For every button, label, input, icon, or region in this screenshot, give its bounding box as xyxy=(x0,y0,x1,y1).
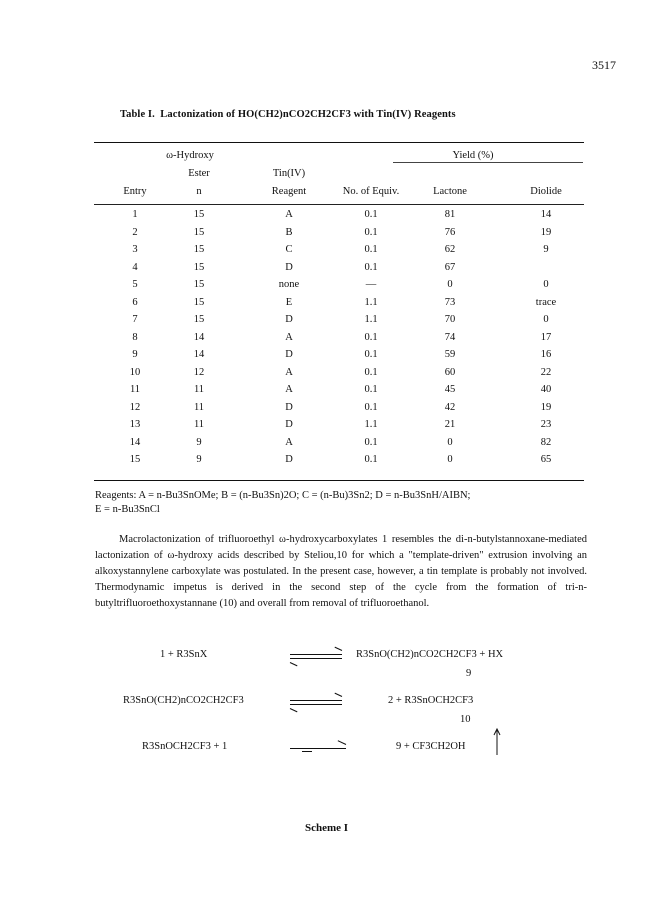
cell-lactone: 76 xyxy=(444,226,456,238)
cell-n: 11 xyxy=(193,419,205,430)
cell-diolide: 0 xyxy=(543,314,549,325)
header-lactone: Lactone xyxy=(433,186,467,197)
cell-equiv: — xyxy=(365,279,377,290)
cell-equiv: 1.1 xyxy=(364,314,378,325)
table-row xyxy=(94,349,584,367)
cell-lactone: 74 xyxy=(444,331,456,343)
header-yield: Yield (%) xyxy=(452,150,494,161)
cell-diolide: 65 xyxy=(540,454,552,465)
header-hydroxy-ester-line1: ω-Hydroxy xyxy=(166,150,214,161)
cell-lactone: 60 xyxy=(444,366,456,378)
cell-equiv: 0.1 xyxy=(364,454,378,465)
cell-n: 15 xyxy=(193,261,205,273)
table-bottom-rule xyxy=(94,480,584,481)
cell-entry: 2 xyxy=(132,226,138,238)
cell-diolide: 16 xyxy=(540,349,552,360)
header-reagent: Reagent xyxy=(271,186,307,197)
cell-diolide: 40 xyxy=(540,384,552,395)
cell-equiv: 0.1 xyxy=(364,436,378,448)
cell-lactone: 70 xyxy=(444,314,456,325)
cell-lactone: 42 xyxy=(444,401,456,413)
cell-diolide: 9 xyxy=(543,244,549,255)
scheme-eq3-left: R3SnOCH2CF3 + 1 xyxy=(142,741,228,752)
cell-equiv: 0.1 xyxy=(364,349,378,360)
header-hydroxy-ester-line2: Ester xyxy=(188,168,210,179)
cell-diolide: 82 xyxy=(540,436,552,448)
cell-equiv: 1.1 xyxy=(364,419,378,430)
cell-equiv: 0.1 xyxy=(364,401,378,413)
table-row xyxy=(94,297,584,315)
table-caption-prefix: Table I. xyxy=(120,109,155,120)
evolution-arrow-icon xyxy=(492,727,502,757)
scheme-eq2-right: 2 + R3SnOCH2CF3 xyxy=(388,695,474,706)
scheme-eq1-left: 1 + R3SnX xyxy=(160,649,208,660)
table-row xyxy=(94,262,584,280)
cell-equiv: 0.1 xyxy=(364,331,378,343)
cell-lactone: 0 xyxy=(447,454,453,465)
cell-lactone: 0 xyxy=(447,279,453,290)
cell-reagent: D xyxy=(285,419,293,430)
cell-entry: 13 xyxy=(129,419,141,430)
cell-diolide: 19 xyxy=(540,401,552,413)
header-n: n xyxy=(196,186,202,197)
header-diolide: Diolide xyxy=(530,186,562,197)
cell-equiv: 0.1 xyxy=(364,226,378,238)
cell-diolide: 19 xyxy=(540,226,552,238)
cell-n: 11 xyxy=(193,401,205,413)
cell-n: 14 xyxy=(193,331,205,343)
cell-equiv: 0.1 xyxy=(364,261,378,273)
forward-arrow-icon xyxy=(290,744,346,754)
cell-reagent: A xyxy=(285,384,293,395)
cell-n: 14 xyxy=(193,349,205,360)
table-caption xyxy=(120,109,456,120)
table-row xyxy=(94,437,584,455)
cell-reagent: D xyxy=(285,349,293,360)
scheme-eq2-label: 10 xyxy=(460,714,471,725)
cell-entry: 1 xyxy=(132,209,138,220)
scheme-eq3-right: 9 + CF3CH2OH xyxy=(396,741,466,752)
table-row xyxy=(94,314,584,332)
table-row xyxy=(94,367,584,385)
cell-diolide: 23 xyxy=(540,419,552,430)
cell-diolide: 14 xyxy=(540,209,552,220)
cell-equiv: 1.1 xyxy=(364,296,378,308)
cell-diolide: 0 xyxy=(543,279,549,290)
cell-reagent: C xyxy=(285,244,293,255)
header-equiv: No. of Equiv. xyxy=(342,186,400,197)
scheme-eq1-right: R3SnO(CH2)nCO2CH2CF3 + HX xyxy=(356,649,504,660)
table-header-rule xyxy=(94,204,584,205)
scheme-eq2-left: R3SnO(CH2)nCO2CH2CF3 xyxy=(123,695,244,706)
cell-lactone: 62 xyxy=(444,244,456,255)
table-top-rule xyxy=(94,142,584,143)
reagents-footnote xyxy=(95,489,595,517)
cell-equiv: 0.1 xyxy=(364,384,378,395)
table-row xyxy=(94,419,584,437)
cell-entry: 4 xyxy=(132,261,138,273)
cell-equiv: 0.1 xyxy=(364,244,378,255)
yield-underline xyxy=(393,162,583,163)
cell-entry: 3 xyxy=(132,244,138,255)
cell-reagent: A xyxy=(285,436,293,448)
cell-entry: 11 xyxy=(129,384,141,395)
cell-reagent: A xyxy=(285,366,293,378)
table-row xyxy=(94,402,584,420)
cell-equiv: 0.1 xyxy=(364,209,378,220)
cell-lactone: 21 xyxy=(444,419,456,430)
cell-reagent: E xyxy=(285,296,293,308)
table-row xyxy=(94,227,584,245)
cell-n: 15 xyxy=(193,226,205,238)
cell-entry: 5 xyxy=(132,279,138,290)
reagents-footnote-line2: E = n-Bu3SnCl xyxy=(95,504,160,515)
cell-n: 15 xyxy=(193,209,205,220)
cell-n: 12 xyxy=(193,366,205,378)
header-entry: Entry xyxy=(123,186,147,197)
cell-n: 15 xyxy=(193,296,205,308)
body-paragraph-text: Macrolactonization of trifluoroethyl ω-hydroxycarboxylates 1 resembles the di-n-butylstannoxane-mediated lactonization of ω-hydroxy acids described by Steliou,10 for which a "template-driven" extrusion involving an alkoxystannylene carboxylate was postulated. In the present case, however, a tin template is probably not involved. Thermodynamic impetus is derived in the second step of the cycle from the formation of tri-n-butyltrifluoroethoxystannane (10) and overall from removal of trifluoroethanol. xyxy=(95,534,587,609)
cell-diolide: 22 xyxy=(540,366,552,378)
cell-lactone: 67 xyxy=(444,261,456,273)
table-row xyxy=(94,454,584,472)
cell-lactone: 73 xyxy=(444,296,456,308)
cell-entry: 9 xyxy=(132,349,138,360)
cell-lactone: 59 xyxy=(444,349,456,360)
header-tin-line1: Tin(IV) xyxy=(272,168,306,179)
cell-reagent: A xyxy=(285,331,293,343)
cell-reagent: D xyxy=(285,454,293,465)
cell-n: 15 xyxy=(193,244,205,255)
cell-reagent: A xyxy=(285,209,293,220)
cell-entry: 10 xyxy=(129,366,141,378)
cell-entry: 8 xyxy=(132,331,138,343)
table-caption-text: Lactonization of HO(CH2)nCO2CH2CF3 with Tin(IV) Reagents xyxy=(160,109,456,120)
cell-diolide: trace xyxy=(535,296,557,308)
cell-reagent: none xyxy=(278,279,300,290)
cell-equiv: 0.1 xyxy=(364,366,378,378)
cell-n: 9 xyxy=(196,454,202,465)
scheme-title: Scheme I xyxy=(305,822,349,834)
cell-n: 15 xyxy=(193,279,205,290)
body-paragraph xyxy=(95,532,587,612)
cell-entry: 14 xyxy=(129,436,141,448)
cell-lactone: 45 xyxy=(444,384,456,395)
cell-lactone: 0 xyxy=(447,436,453,448)
table-row xyxy=(94,209,584,227)
scheme-eq1-label: 9 xyxy=(466,668,472,679)
cell-entry: 6 xyxy=(132,296,138,308)
cell-n: 11 xyxy=(193,384,205,395)
page-number: 3517 xyxy=(592,58,616,72)
cell-lactone: 81 xyxy=(444,209,456,220)
cell-reagent: D xyxy=(285,314,293,325)
equilibrium-arrow-icon xyxy=(290,698,342,708)
cell-reagent: D xyxy=(285,261,293,273)
table-row xyxy=(94,244,584,262)
cell-n: 9 xyxy=(196,436,202,448)
reagents-footnote-line1: Reagents: A = n-Bu3SnOMe; B = (n-Bu3Sn)2O; C = (n-Bu)3Sn2; D = n-Bu3SnH/AIBN; xyxy=(95,490,471,501)
cell-entry: 7 xyxy=(132,314,138,325)
equilibrium-arrow-icon xyxy=(290,652,342,662)
cell-entry: 15 xyxy=(129,454,141,465)
table-row xyxy=(94,384,584,402)
table-body xyxy=(94,209,584,472)
cell-reagent: D xyxy=(285,401,293,413)
cell-reagent: B xyxy=(285,226,293,238)
table-row xyxy=(94,332,584,350)
cell-diolide: 17 xyxy=(540,331,552,343)
cell-n: 15 xyxy=(193,314,205,325)
cell-entry: 12 xyxy=(129,401,141,413)
table-row xyxy=(94,279,584,297)
